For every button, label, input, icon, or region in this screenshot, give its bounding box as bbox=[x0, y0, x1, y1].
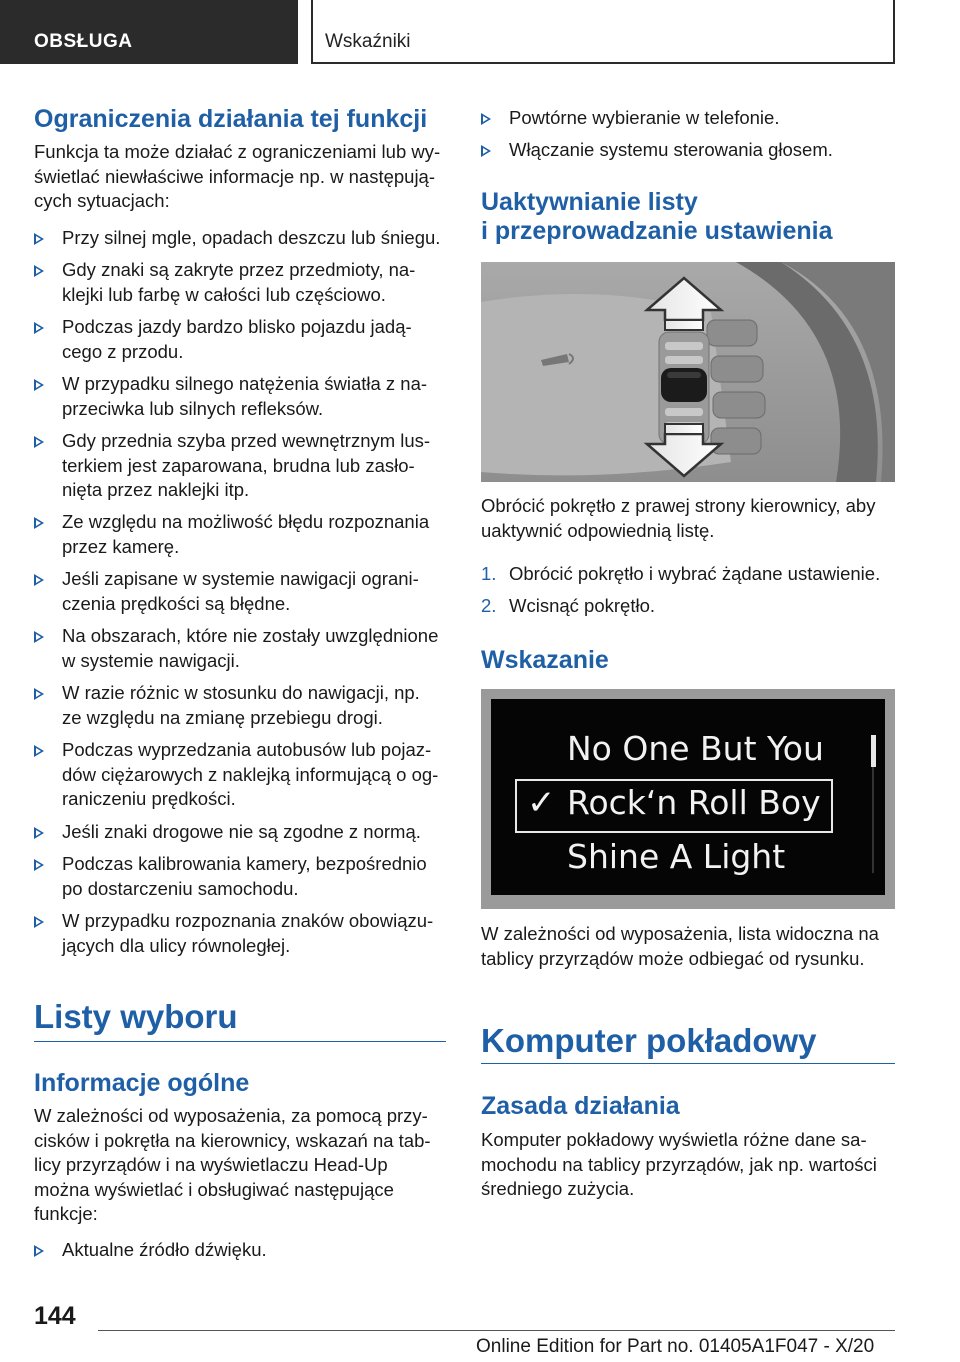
list-item bbox=[34, 226, 446, 251]
display-list-item-selected: Rock‘n Roll Boy bbox=[567, 783, 821, 822]
triangle-bullet-icon bbox=[481, 113, 491, 125]
step-text: Obrócić pokrętło i wybrać żądane ustawienie. bbox=[509, 563, 881, 584]
list-item bbox=[481, 106, 895, 131]
section-tab bbox=[0, 0, 298, 64]
list-item bbox=[34, 820, 446, 845]
heading-general: Informacje ogólne bbox=[34, 1069, 250, 1097]
intro-line: cych sytuacjach: bbox=[34, 190, 170, 211]
section-title: OBSŁUGA bbox=[34, 31, 133, 52]
step-number: 1. bbox=[481, 563, 497, 584]
caption-line: Obrócić pokrętło z prawej strony kierownicy, aby bbox=[481, 495, 876, 516]
heading-display: Wskazanie bbox=[481, 646, 609, 674]
bullet-line: terkiem jest zaparowana, brudna lub zasło- bbox=[62, 454, 415, 476]
text-line: W zależności od wyposażenia, za pomocą przy- bbox=[34, 1105, 428, 1126]
triangle-bullet-icon bbox=[481, 145, 491, 157]
intro-line: Funkcja ta może działać z ograniczeniami lub wy- bbox=[34, 141, 441, 162]
list-item bbox=[34, 372, 446, 421]
bullet-line: Gdy przednia szyba przed wewnętrznym lus- bbox=[62, 430, 431, 451]
heading-principle: Zasada działania bbox=[481, 1092, 680, 1120]
text-line: cisków i pokrętła na kierownicy, wskazań na tab- bbox=[34, 1129, 431, 1151]
bullet-line: Ze względu na możliwość błędu rozpoznania bbox=[62, 511, 430, 532]
chapter-tab bbox=[311, 0, 895, 64]
chapter-title: Wskaźniki bbox=[325, 31, 411, 52]
bullet-line: Jeśli znaki drogowe nie są zgodne z normą. bbox=[62, 821, 421, 842]
bullet-line: cego z przodu. bbox=[62, 340, 184, 362]
list-item bbox=[34, 624, 446, 673]
display-list-item: No One But You bbox=[567, 729, 824, 768]
bullet-line: Powtórne wybieranie w telefonie. bbox=[509, 107, 780, 128]
caption-line: W zależności od wyposażenia, lista widoczna na bbox=[481, 923, 879, 944]
step-number: 2. bbox=[481, 595, 497, 616]
triangle-bullet-icon bbox=[34, 827, 44, 839]
bullet-line: Włączanie systemu sterowania głosem. bbox=[509, 139, 833, 160]
heading-limits: Ograniczenia działania tej funkcji bbox=[34, 105, 428, 133]
list-item bbox=[481, 138, 895, 163]
triangle-bullet-icon bbox=[34, 233, 44, 245]
display-scroll-track bbox=[872, 767, 874, 873]
bullet-line: Przy silnej mgle, opadach deszczu lub śniegu. bbox=[62, 227, 441, 248]
bullet-line: dów ciężarowych z naklejką informującą o og- bbox=[62, 763, 439, 785]
triangle-bullet-icon bbox=[34, 631, 44, 643]
bullet-line: jących dla ulicy równoległej. bbox=[62, 934, 291, 956]
triangle-bullet-icon bbox=[34, 745, 44, 757]
principle-text bbox=[481, 1128, 895, 1202]
steering-wheel-roller-icon bbox=[481, 262, 895, 482]
bullet-line: Aktualne źródło dźwięku. bbox=[62, 1239, 267, 1260]
step-item bbox=[481, 594, 895, 619]
bullet-line: Na obszarach, które nie zostały uwzględnione bbox=[62, 625, 439, 646]
bullet-line: nięta przez naklejki itp. bbox=[62, 479, 250, 500]
page-number: 144 bbox=[34, 1302, 76, 1330]
triangle-bullet-icon bbox=[34, 574, 44, 586]
list-item bbox=[34, 315, 446, 364]
bullet-line: Podczas kalibrowania kamery, bezpośrednio bbox=[62, 853, 427, 874]
triangle-bullet-icon bbox=[34, 436, 44, 448]
bullet-line: raniczeniu prędkości. bbox=[62, 788, 236, 809]
list-item bbox=[34, 909, 446, 958]
bullet-line: klejki lub farbę w całości lub częściowo. bbox=[62, 283, 386, 305]
list-item bbox=[34, 567, 446, 616]
heading-line: i przeprowadzanie ustawienia bbox=[481, 217, 833, 245]
triangle-bullet-icon bbox=[34, 688, 44, 700]
bullet-line: ze względu na zmianę przebiegu drogi. bbox=[62, 706, 383, 728]
display-scroll-indicator bbox=[871, 735, 876, 767]
triangle-bullet-icon bbox=[34, 916, 44, 928]
bullet-line: po dostarczeniu samochodu. bbox=[62, 877, 299, 899]
bullet-line: W przypadku rozpoznania znaków obowiązu- bbox=[62, 910, 434, 931]
triangle-bullet-icon bbox=[34, 517, 44, 529]
display-caption bbox=[481, 922, 895, 971]
steering-wheel-illustration bbox=[481, 262, 895, 482]
wheel-caption bbox=[481, 494, 895, 543]
caption-line: uaktywnić odpowiednią listę. bbox=[481, 519, 715, 541]
list-item bbox=[34, 429, 446, 503]
display-list-item: Shine A Light bbox=[567, 837, 786, 876]
step-item bbox=[481, 562, 895, 587]
caption-line: tablicy przyrządów może odbiegać od rysunku. bbox=[481, 947, 865, 969]
triangle-bullet-icon bbox=[34, 859, 44, 871]
instrument-display-illustration bbox=[481, 689, 895, 909]
edition-note: Online Edition for Part no. 01405A1F047 - X/20 bbox=[476, 1336, 875, 1357]
heading-activate bbox=[481, 188, 832, 246]
text-line: Komputer pokładowy wyświetla różne dane sa- bbox=[481, 1129, 867, 1150]
triangle-bullet-icon bbox=[34, 1245, 44, 1257]
heading-rule bbox=[481, 1063, 895, 1064]
bullet-line: w systemie nawigacji. bbox=[62, 649, 240, 671]
text-line: licy przyrządów i na wyświetlaczu Head-Up bbox=[34, 1154, 388, 1175]
bullet-line: W przypadku silnego natężenia światła z na- bbox=[62, 373, 428, 394]
heading-rule bbox=[34, 1041, 446, 1042]
checkmark-icon: ✓ bbox=[527, 783, 556, 823]
intro-line: świetlać niewłaściwe informacje np. w następują- bbox=[34, 165, 436, 187]
bullet-line: czenia prędkości są błędne. bbox=[62, 592, 291, 614]
heading-lists: Listy wyboru bbox=[34, 998, 238, 1035]
bullet-line: przeciwka lub silnych refleksów. bbox=[62, 397, 324, 419]
bullet-line: Gdy znaki są zakryte przez przedmioty, na- bbox=[62, 259, 416, 280]
heading-computer: Komputer pokładowy bbox=[481, 1022, 817, 1059]
footer-rule bbox=[98, 1330, 895, 1331]
bullet-line: W razie różnic w stosunku do nawigacji, np. bbox=[62, 682, 420, 703]
list-item bbox=[34, 510, 446, 559]
limits-intro bbox=[34, 140, 446, 214]
list-item bbox=[34, 681, 446, 730]
bullet-line: Podczas jazdy bardzo blisko pojazdu jadą- bbox=[62, 316, 412, 337]
text-line: można wyświetlać i obsługiwać następujące bbox=[34, 1178, 394, 1200]
triangle-bullet-icon bbox=[34, 379, 44, 391]
triangle-bullet-icon bbox=[34, 322, 44, 334]
text-line: funkcje: bbox=[34, 1203, 98, 1224]
list-item bbox=[34, 258, 446, 307]
text-line: mochodu na tablicy przyrządów, jak np. wartości bbox=[481, 1153, 877, 1175]
bullet-line: przez kamerę. bbox=[62, 535, 180, 557]
step-text: Wcisnąć pokrętło. bbox=[509, 595, 655, 616]
list-item bbox=[34, 852, 446, 901]
bullet-line: Podczas wyprzedzania autobusów lub pojaz- bbox=[62, 739, 432, 760]
list-item bbox=[34, 1238, 446, 1263]
list-item bbox=[34, 738, 446, 812]
bullet-line: Jeśli zapisane w systemie nawigacji ograni- bbox=[62, 568, 419, 589]
text-line: średniego zużycia. bbox=[481, 1178, 635, 1199]
general-text bbox=[34, 1104, 446, 1227]
display-screen bbox=[491, 699, 885, 895]
triangle-bullet-icon bbox=[34, 265, 44, 277]
heading-line: Uaktywnianie listy bbox=[481, 188, 698, 216]
